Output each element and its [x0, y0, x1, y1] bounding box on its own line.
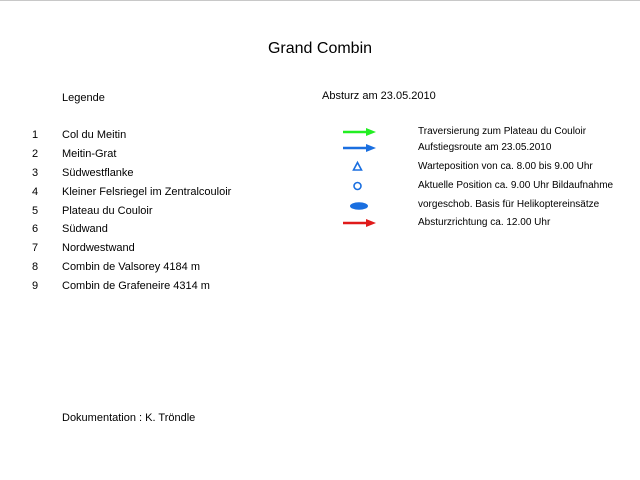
legend-item-number: 2	[32, 148, 39, 160]
legend-item-label: Nordwestwand	[62, 242, 135, 254]
symbol-row-current-position	[330, 179, 630, 193]
symbol-label: Aufstiegsroute am 23.05.2010	[418, 142, 552, 153]
legend-item	[0, 185, 320, 199]
legend-item-label: Plateau du Couloir	[62, 205, 153, 217]
green-arrow-icon	[330, 125, 390, 139]
page-title: Grand Combin	[267, 40, 373, 57]
legend-item-label: Combin de Valsorey 4184 m	[62, 261, 200, 273]
legend-item-label: Meitin-Grat	[62, 148, 117, 160]
symbol-row-crash-direction	[330, 216, 630, 230]
legend-item-label: Südwestflanke	[62, 167, 134, 179]
legend-item	[0, 241, 320, 255]
symbol-label: Traversierung zum Plateau du Couloir	[418, 126, 587, 137]
legend-item-number: 6	[32, 223, 39, 235]
legend-item-label: Kleiner Felsriegel im Zentralcouloir	[62, 186, 232, 198]
legend-item-number: 9	[32, 280, 39, 292]
legend-item	[0, 204, 320, 218]
legend-item	[0, 128, 320, 142]
symbol-row-heli-base	[330, 198, 630, 212]
legend-item-number: 5	[32, 205, 39, 217]
blue-arrow-icon	[330, 141, 390, 155]
symbol-label: Warteposition von ca. 8.00 bis 9.00 Uhr	[418, 161, 593, 172]
symbol-label: Absturzrichtung ca. 12.00 Uhr	[418, 217, 551, 228]
crash-date-heading: Absturz am 23.05.2010	[322, 90, 436, 102]
symbol-row-waiting-position	[330, 160, 630, 174]
legend-item	[0, 147, 320, 161]
legend-item-number: 1	[32, 129, 39, 141]
legend-item-number: 3	[32, 167, 39, 179]
legend-heading: Legende	[62, 92, 105, 104]
symbol-row-traverse	[330, 125, 630, 139]
top-border-line	[0, 0, 640, 1]
legend-item-label: Combin de Grafeneire 4314 m	[62, 280, 210, 292]
legend-item-number: 8	[32, 261, 39, 273]
symbol-label: Aktuelle Position ca. 9.00 Uhr Bildaufnahme	[418, 180, 614, 191]
symbol-label: vorgeschob. Basis für Helikoptereinsätze	[418, 199, 600, 210]
legend-item-number: 7	[32, 242, 39, 254]
legend-item	[0, 279, 320, 293]
legend-item-label: Südwand	[62, 223, 108, 235]
legend-item-number: 4	[32, 186, 39, 198]
legend-item	[0, 166, 320, 180]
triangle-icon	[330, 160, 390, 174]
legend-item-label: Col du Meitin	[62, 129, 127, 141]
circle-icon	[330, 179, 390, 193]
documentation-credit: Dokumentation : K. Tröndle	[62, 412, 196, 424]
symbol-row-ascent-route	[330, 141, 630, 155]
legend-item	[0, 222, 320, 236]
legend-item	[0, 260, 320, 274]
filled-ellipse-icon	[330, 198, 390, 212]
red-arrow-icon	[330, 216, 390, 230]
